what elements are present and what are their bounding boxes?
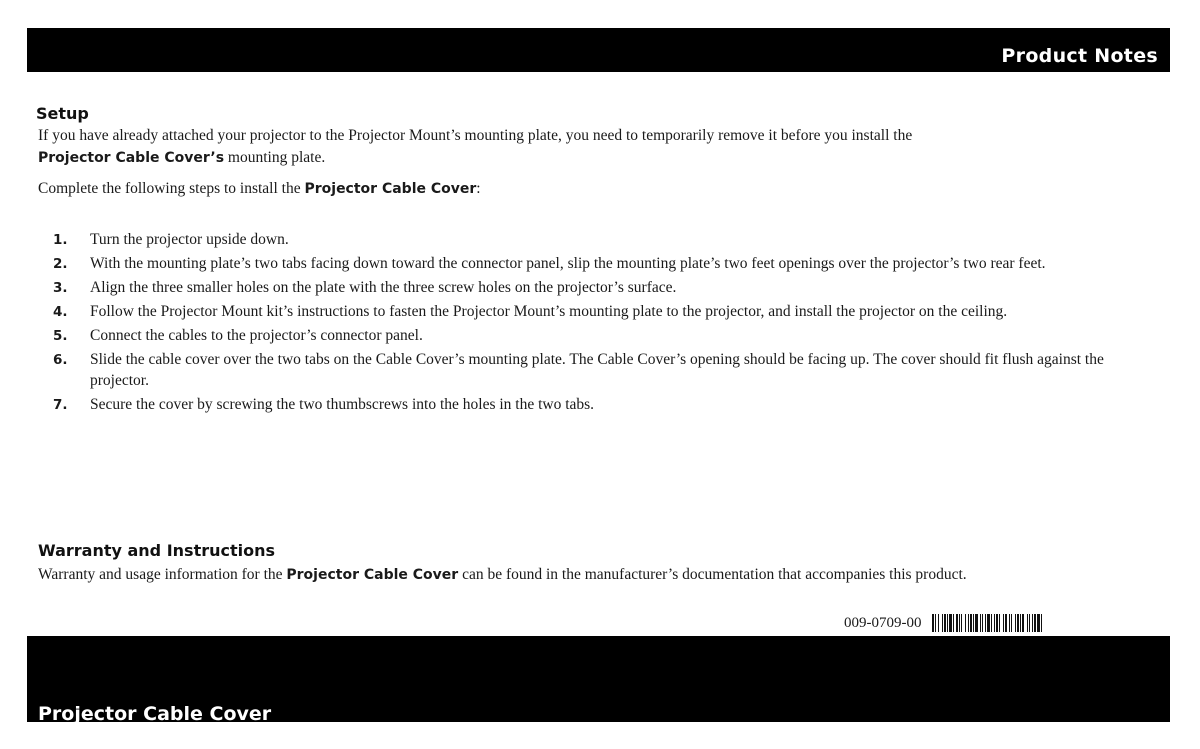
setup-intro-text: If you have already attached your projector to the Projector Mount’s mounting plate, you need to temporarily remove it before you install the (38, 127, 913, 144)
header-title: Product Notes (1001, 45, 1158, 67)
step-item (38, 229, 1148, 250)
step-text: Secure the cover by screwing the two thumbscrews into the holes in the two tabs. (90, 396, 595, 413)
step-text: With the mounting plate’s two tabs facing down toward the connector panel, slip the mounting plate’s two feet openings over the projector’s two rear feet. (90, 255, 1046, 272)
header-bar (27, 28, 1170, 72)
footer-bar (27, 636, 1170, 725)
step-number: 3. (53, 280, 68, 296)
step-item (38, 253, 1148, 274)
document-id: 009-0709-00 (844, 614, 922, 631)
warranty-text-bold: Projector Cable Cover (286, 567, 459, 583)
product-name: Projector Cable Cover (38, 703, 272, 725)
setup-intro-tail: mounting plate. (227, 149, 326, 166)
warranty-heading: Warranty and Instructions (38, 541, 276, 560)
setup-complete (38, 178, 1148, 200)
warranty-text-tail: can be found in the manufacturer’s documentation that accompanies this product. (462, 566, 967, 583)
step-text: Follow the Projector Mount kit’s instructions to fasten the Projector Mount’s mounting plate to the projector, and install the projector on the ceiling. (90, 303, 1008, 320)
step-number: 6. (53, 352, 68, 368)
document-id-row (844, 613, 1130, 633)
setup-complete-bold: Projector Cable Cover (304, 181, 477, 197)
step-number: 4. (53, 304, 68, 320)
step-item (38, 394, 1148, 415)
step-item (38, 301, 1148, 322)
setup-heading: Setup (36, 104, 89, 123)
step-item (38, 277, 1148, 298)
warranty-text (38, 564, 1158, 586)
step-text: Slide the cable cover over the two tabs on the Cable Cover’s mounting plate. The Cable Cover’s opening should be facing up. The cover should fit flush against the projector. (90, 351, 1104, 389)
step-text: Turn the projector upside down. (90, 231, 289, 248)
setup-intro-bold: Projector Cable Cover’s (38, 150, 225, 166)
step-number: 2. (53, 256, 68, 272)
step-number: 1. (53, 232, 68, 248)
step-text: Connect the cables to the projector’s connector panel. (90, 327, 423, 344)
warranty-text-lead: Warranty and usage information for the (38, 566, 283, 583)
step-item (38, 349, 1148, 391)
step-number: 7. (53, 397, 68, 413)
setup-complete-tail: : (476, 180, 481, 197)
step-item (38, 325, 1148, 346)
setup-complete-text: Complete the following steps to install the (38, 180, 301, 197)
step-text: Align the three smaller holes on the plate with the three screw holes on the projector’s surface. (90, 279, 677, 296)
setup-steps (38, 229, 1148, 418)
setup-intro (38, 125, 1148, 169)
barcode-icon (932, 614, 1130, 632)
step-number: 5. (53, 328, 68, 344)
